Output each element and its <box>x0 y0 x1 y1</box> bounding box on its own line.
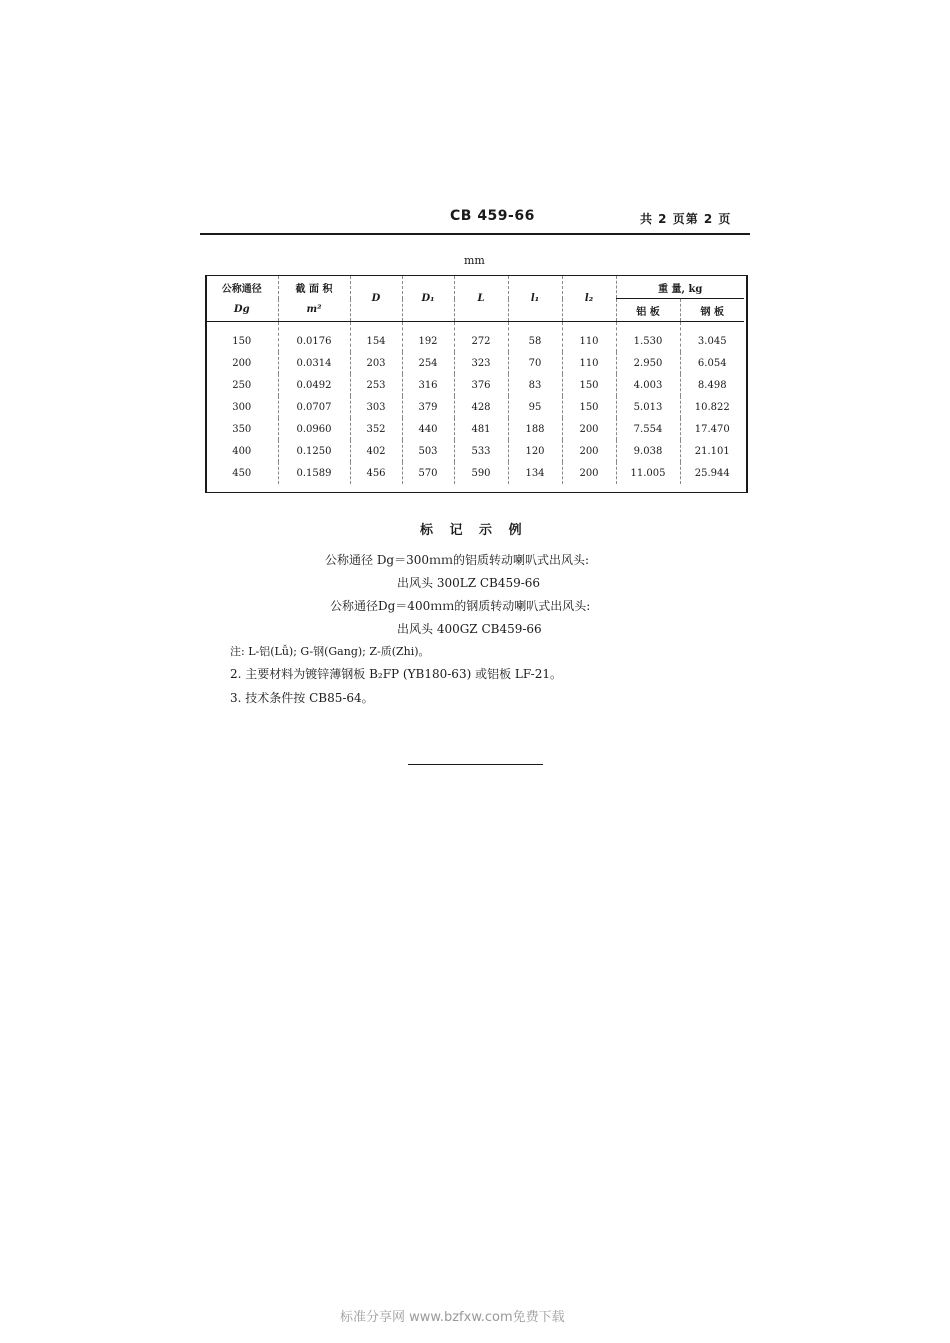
header-dg-symbol: Dg <box>206 299 278 322</box>
cell-weight-aluminum: 4.003 <box>616 374 680 396</box>
marking-example-1: 公称通径 Dg＝300ｍｍ的铝质转动喇叭式出风头: <box>325 553 590 567</box>
cell-d: 253 <box>350 374 402 396</box>
cell-weight-aluminum: 7.554 <box>616 418 680 440</box>
cell-area: 0.0960 <box>278 418 350 440</box>
spec-table <box>206 276 744 484</box>
watermark-text: 标准分享网 www.bzfxw.com免费下载 <box>340 1310 565 1325</box>
header-weight: 重 量, kg <box>616 276 744 299</box>
cell-d1: 316 <box>402 374 454 396</box>
cell-l2: 200 <box>562 440 616 462</box>
table-row <box>206 440 744 462</box>
cell-weight-aluminum: 5.013 <box>616 396 680 418</box>
cell-weight-aluminum: 1.530 <box>616 322 680 353</box>
cell-l2: 110 <box>562 352 616 374</box>
header-d1: D₁ <box>402 276 454 322</box>
cell-d: 402 <box>350 440 402 462</box>
header-l: L <box>454 276 508 322</box>
cell-weight-aluminum: 2.950 <box>616 352 680 374</box>
table-row <box>206 374 744 396</box>
cell-l: 481 <box>454 418 508 440</box>
cell-area: 0.0314 <box>278 352 350 374</box>
cell-weight-steel: 3.045 <box>680 322 744 353</box>
cell-l: 323 <box>454 352 508 374</box>
table-row <box>206 352 744 374</box>
cell-d: 456 <box>350 462 402 484</box>
cell-l1: 95 <box>508 396 562 418</box>
note-2: 2. 主要材料为镀锌薄钢板 B₂FP (YB180-63) 或铝板 LF-21。 <box>230 667 562 681</box>
cell-weight-steel: 6.054 <box>680 352 744 374</box>
cell-l2: 110 <box>562 322 616 353</box>
cell-weight-aluminum: 11.005 <box>616 462 680 484</box>
cell-d: 154 <box>350 322 402 353</box>
cell-dg: 250 <box>206 374 278 396</box>
cell-dg: 150 <box>206 322 278 353</box>
cell-l1: 188 <box>508 418 562 440</box>
cell-l1: 70 <box>508 352 562 374</box>
table-row <box>206 322 744 353</box>
cell-d: 203 <box>350 352 402 374</box>
marking-example-2-code: 出风头 400GZ CB459-66 <box>397 622 542 636</box>
table-row <box>206 462 744 484</box>
cell-dg: 200 <box>206 352 278 374</box>
table-row <box>206 396 744 418</box>
header-d: D <box>350 276 402 322</box>
note-1: 注: L-铝(Lǚ); G-钢(Gang); Z-质(Zhi)。 <box>230 645 430 658</box>
cell-d1: 503 <box>402 440 454 462</box>
cell-l2: 150 <box>562 374 616 396</box>
cell-l1: 134 <box>508 462 562 484</box>
header-dg-label: 公称通径 <box>206 276 278 299</box>
cell-area: 0.0176 <box>278 322 350 353</box>
cell-d: 352 <box>350 418 402 440</box>
cell-l1: 58 <box>508 322 562 353</box>
header-aluminum: 铝 板 <box>616 299 680 322</box>
cell-l2: 150 <box>562 396 616 418</box>
cell-d1: 570 <box>402 462 454 484</box>
cell-l: 428 <box>454 396 508 418</box>
cell-area: 0.0707 <box>278 396 350 418</box>
table-row <box>206 418 744 440</box>
cell-dg: 300 <box>206 396 278 418</box>
cell-l1: 120 <box>508 440 562 462</box>
header-l1: l₁ <box>508 276 562 322</box>
cell-area: 0.1589 <box>278 462 350 484</box>
header-area-unit: m² <box>278 299 350 322</box>
page-info: 共 2 页第 2 页 <box>640 212 732 226</box>
cell-d1: 440 <box>402 418 454 440</box>
cell-l: 590 <box>454 462 508 484</box>
cell-weight-steel: 21.101 <box>680 440 744 462</box>
cell-dg: 350 <box>206 418 278 440</box>
cell-weight-aluminum: 9.038 <box>616 440 680 462</box>
marking-section-title: 标 记 示 例 <box>420 523 528 538</box>
header-area-label: 截 面 积 <box>278 276 350 299</box>
cell-d1: 254 <box>402 352 454 374</box>
header-rule <box>200 233 750 235</box>
cell-weight-steel: 17.470 <box>680 418 744 440</box>
cell-dg: 450 <box>206 462 278 484</box>
cell-d: 303 <box>350 396 402 418</box>
cell-weight-steel: 10.822 <box>680 396 744 418</box>
unit-label: mm <box>464 254 485 267</box>
marking-example-2: 公称通径Dg＝400ｍｍ的钢质转动喇叭式出风头: <box>330 599 591 613</box>
note-3: 3. 技术条件按 CB85-64。 <box>230 691 374 705</box>
cell-d1: 379 <box>402 396 454 418</box>
cell-area: 0.1250 <box>278 440 350 462</box>
marking-example-1-code: 出风头 300LZ CB459-66 <box>397 576 541 590</box>
cell-l2: 200 <box>562 462 616 484</box>
header-steel: 钢 板 <box>680 299 744 322</box>
header-l2: l₂ <box>562 276 616 322</box>
cell-dg: 400 <box>206 440 278 462</box>
cell-weight-steel: 8.498 <box>680 374 744 396</box>
cell-l2: 200 <box>562 418 616 440</box>
end-rule <box>408 764 543 765</box>
document-code: CB 459-66 <box>450 208 535 224</box>
cell-l: 272 <box>454 322 508 353</box>
cell-l: 376 <box>454 374 508 396</box>
cell-l: 533 <box>454 440 508 462</box>
cell-d1: 192 <box>402 322 454 353</box>
cell-l1: 83 <box>508 374 562 396</box>
cell-weight-steel: 25.944 <box>680 462 744 484</box>
cell-area: 0.0492 <box>278 374 350 396</box>
